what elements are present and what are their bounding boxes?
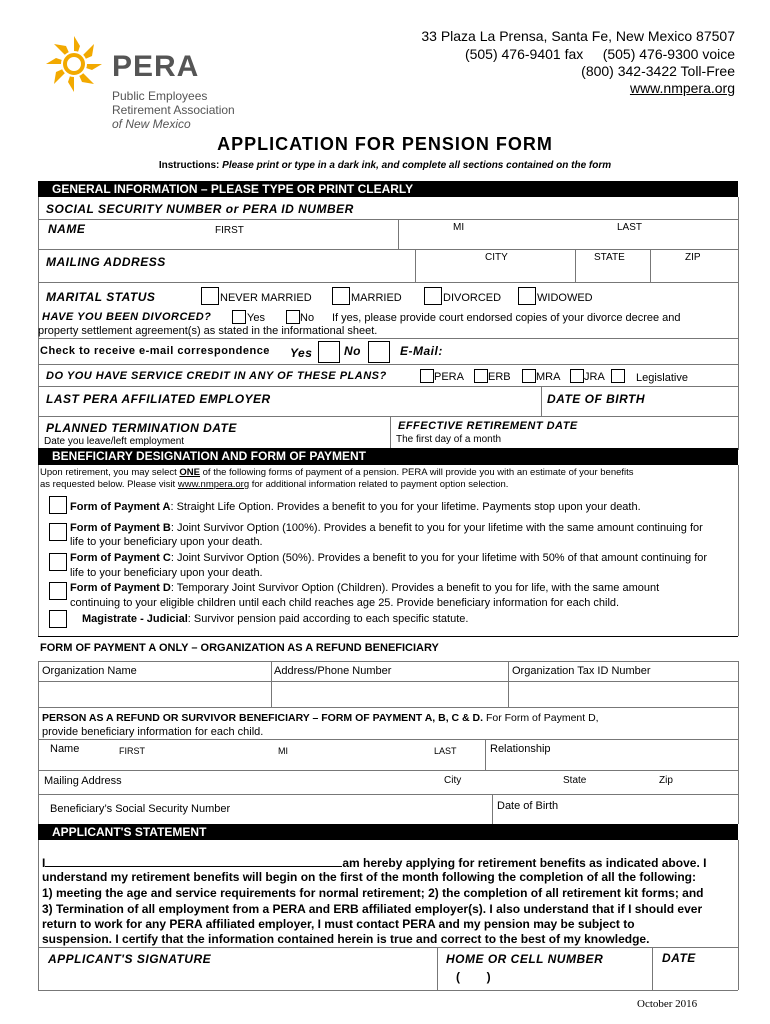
ben-state-label: State [563, 775, 587, 786]
name-first-label: FIRST [215, 225, 244, 236]
plan-mra-checkbox[interactable] [522, 369, 536, 383]
org-name-input[interactable] [40, 683, 269, 705]
planned-termination-label: PLANNED TERMINATION DATE [46, 421, 237, 435]
email-input[interactable] [450, 342, 735, 360]
divorce-note-line1: If yes, please provide court endorsed copies of your divorce decree and [332, 312, 681, 324]
widowed-checkbox[interactable] [518, 287, 536, 305]
divorced-no-checkbox[interactable] [286, 310, 300, 324]
form-d-checkbox[interactable] [49, 582, 67, 600]
email-no-label: No [344, 344, 361, 358]
plan-jra-label: JRA [584, 371, 605, 383]
person-refund-title: PERSON AS A REFUND OR SURVIVOR BENEFICIARY – FORM OF PAYMENT A, B, C & D. For Form of Payment D, [42, 712, 599, 724]
org-address-input[interactable] [273, 683, 506, 705]
ben-ssn-label: Beneficiary’s Social Security Number [50, 803, 231, 815]
instructions-text: Please print or type in a dark ink, and complete all sections contained on the form [222, 160, 612, 171]
ben-mi-label: MI [278, 746, 288, 756]
city-label: CITY [485, 252, 508, 263]
married-label: MARRIED [351, 292, 402, 304]
divorced-label: DIVORCED [443, 292, 502, 304]
form-c-checkbox[interactable] [49, 553, 67, 571]
statement-bar: APPLICANT'S STATEMENT [38, 824, 738, 840]
pera-logo [44, 34, 104, 94]
beneficiary-intro-line2: as requested below. Please visit www.nmpera.org for additional information related to payment option selection. [40, 479, 509, 490]
marital-status-label: MARITAL STATUS [46, 290, 156, 304]
been-divorced-label: HAVE YOU BEEN DIVORCED? [42, 311, 212, 323]
ben-mailing-label: Mailing Address [44, 775, 122, 787]
form-b-checkbox[interactable] [49, 523, 67, 541]
beneficiary-intro-line1: Upon retirement, you may select ONE of the following forms of payment of a pension. PERA will provide you with an estimate of your benefits [40, 467, 634, 478]
name-input[interactable] [40, 236, 736, 248]
org-address-phone-label: Address/Phone Number [274, 665, 392, 677]
form-a-text: Form of Payment A: Straight Life Option. Provides a benefit to you for your lifetime. Payments stop upon your death. [70, 501, 641, 513]
applicant-name-blank[interactable] [45, 854, 342, 867]
ben-dob-label: Date of Birth [497, 800, 559, 812]
person-refund-line2: provide beneficiary information for each child. [42, 726, 264, 738]
statement-line4: 3) Termination of all employment from a PERA and ERB affiliated employer(s). I also understand that if I should ever [42, 902, 703, 916]
widowed-label: WIDOWED [537, 292, 593, 304]
plan-legislative-label: Legislative [636, 372, 688, 384]
org-refund-title: FORM OF PAYMENT A ONLY – ORGANIZATION AS A REFUND BENEFICIARY [40, 642, 439, 654]
statement-line3: 1) meeting the age and service requirements for normal retirement; 2) the completion of all retirement kit forms; and [42, 886, 704, 900]
email-no-box[interactable] [368, 341, 390, 363]
beneficiary-bar: BENEFICIARY DESIGNATION AND FORM OF PAYMENT [38, 448, 738, 465]
effective-retirement-label: EFFECTIVE RETIREMENT DATE [398, 420, 578, 432]
magistrate-text: Magistrate - Judicial: Survivor pension paid according to each specific statute. [82, 613, 469, 625]
last-employer-label: LAST PERA AFFILIATED EMPLOYER [46, 392, 271, 406]
instructions-label: Instructions: [158, 160, 220, 171]
statement-line2: understand my retirement benefits will begin on the first of the month following the completion of all the following: [42, 870, 697, 884]
plan-legislative-checkbox[interactable] [611, 369, 625, 383]
plan-pera-checkbox[interactable] [420, 369, 434, 383]
never-married-label: NEVER MARRIED [220, 292, 312, 304]
date-label: DATE [662, 951, 696, 965]
statement-line6: suspension. I certify that the information contained herein is true and correct to the best of my knowledge. [42, 932, 650, 946]
mailing-address-label: MAILING ADDRESS [46, 255, 166, 269]
plan-jra-checkbox[interactable] [570, 369, 584, 383]
ben-last-label: LAST [434, 746, 457, 756]
org-tax-id-label: Organization Tax ID Number [512, 665, 651, 677]
header-tollfree: (800) 342-3422 Toll-Free [581, 63, 735, 79]
applicant-signature-input[interactable] [40, 968, 434, 988]
never-married-checkbox[interactable] [201, 287, 219, 305]
divorce-note-line2: property settlement agreement(s) as stated in the informational sheet. [38, 325, 378, 337]
plan-pera-label: PERA [434, 371, 464, 383]
page-title: APPLICATION FOR PENSION FORM [217, 134, 553, 154]
phone-input[interactable]: ( ) [456, 970, 491, 984]
org-short-name: PERA [112, 50, 200, 83]
name-label: NAME [48, 222, 86, 236]
ssn-label: SOCIAL SECURITY NUMBER or PERA ID NUMBER [46, 202, 354, 216]
email-yes-box[interactable] [318, 341, 340, 363]
plan-erb-label: ERB [488, 371, 511, 383]
service-credit-label: DO YOU HAVE SERVICE CREDIT IN ANY OF THESE PLANS? [46, 370, 387, 382]
name-mi-label: MI [453, 222, 465, 233]
form-b-text-line2: life to your beneficiary upon your death. [70, 536, 263, 548]
dob-label: DATE OF BIRTH [547, 392, 646, 406]
org-name-label: Organization Name [42, 665, 137, 677]
email-check-label: Check to receive e-mail correspondence [40, 345, 270, 357]
plan-erb-checkbox[interactable] [474, 369, 488, 383]
effective-retirement-sub: The first day of a month [396, 434, 502, 445]
instructions [0, 160, 770, 171]
header-website[interactable]: www.nmpera.org [629, 80, 735, 96]
header-phones: (505) 476-9401 fax (505) 476-9300 voice [464, 46, 735, 62]
magistrate-checkbox[interactable] [49, 610, 67, 628]
married-checkbox[interactable] [332, 287, 350, 305]
ben-relationship-label: Relationship [490, 743, 551, 755]
divorced-yes-label: Yes [247, 312, 265, 324]
zip-label: ZIP [685, 252, 701, 263]
form-c-text-line2: life to your beneficiary upon your death. [70, 567, 263, 579]
state-label: STATE [594, 252, 625, 263]
org-name-line3: of New Mexico [112, 117, 191, 131]
form-b-text: Form of Payment B: Joint Survivor Option (100%). Provides a benefit to you for your lifetime with the same amount continuing for [70, 522, 703, 534]
plan-mra-label: MRA [536, 371, 561, 383]
statement-line1: I am hereby applying for retirement benefits as indicated above. I [42, 856, 707, 870]
header-address: 33 Plaza La Prensa, Santa Fe, New Mexico 87507 [421, 28, 735, 44]
ben-city-label: City [444, 775, 462, 786]
form-d-text: Form of Payment D: Temporary Joint Survivor Option (Children). Provides a benefit to you for life, with the same amount [70, 582, 660, 594]
ben-zip-label: Zip [659, 775, 673, 786]
statement-line5: return to work for any PERA affiliated employer, I must contact PERA and my pension may be subject to [42, 917, 635, 931]
ben-name-label: Name [50, 743, 80, 755]
form-a-checkbox[interactable] [49, 496, 67, 514]
applicant-signature-label: APPLICANT'S SIGNATURE [48, 952, 212, 966]
divorced-checkbox[interactable] [424, 287, 442, 305]
planned-termination-sub: Date you leave/left employment [44, 436, 185, 447]
org-name-line1: Public Employees [112, 89, 208, 103]
general-info-bar: GENERAL INFORMATION – PLEASE TYPE OR PRINT CLEARLY [38, 181, 738, 197]
email-yes-label: Yes [290, 346, 313, 360]
divorced-no-label: No [300, 312, 315, 324]
name-last-label: LAST [617, 222, 643, 233]
org-tax-id-input[interactable] [510, 683, 736, 705]
email-label: E-Mail: [400, 344, 443, 358]
footer-date: October 2016 [637, 998, 698, 1010]
form-d-text-line2: continuing to your eligible children until each child reaches age 25. Provide beneficiary information for each child. [70, 597, 620, 609]
phone-label: HOME OR CELL NUMBER [446, 952, 604, 966]
form-c-text: Form of Payment C: Joint Survivor Option (50%). Provides a benefit to you for your lifetime with 50% of that amount continuing for [70, 552, 708, 564]
sun-icon [44, 34, 104, 94]
org-name-line2: Retirement Association [112, 103, 235, 117]
divorced-yes-checkbox[interactable] [232, 310, 246, 324]
ben-first-label: FIRST [119, 746, 145, 756]
